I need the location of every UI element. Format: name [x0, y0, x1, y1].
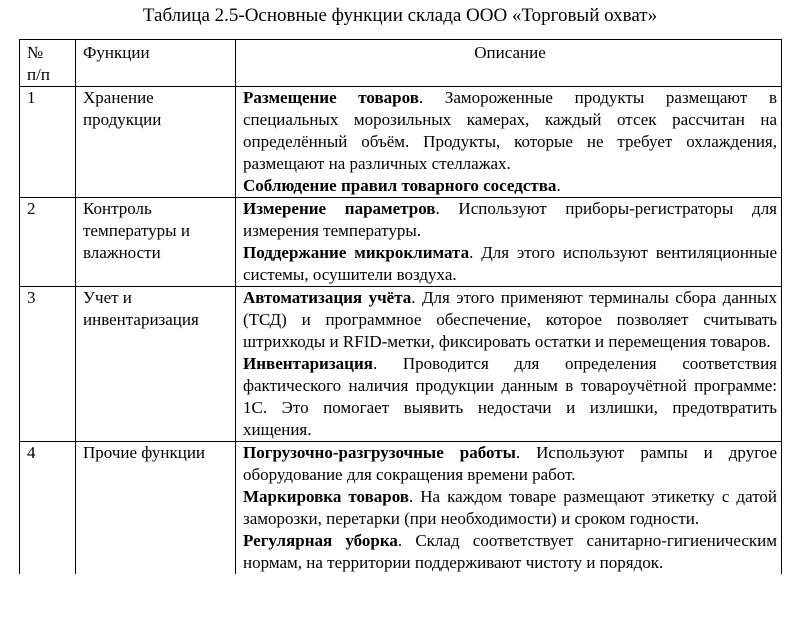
- description-paragraph: [243, 530, 777, 574]
- header-function: Функции: [76, 40, 236, 87]
- row-description: [236, 87, 782, 198]
- paragraph-text: . На каждом товаре размещают этикетку с датой заморозки, перетарки (при необходимости) и сроком годности.: [243, 487, 777, 528]
- row-function: Прочие функции: [76, 442, 236, 575]
- table-row: [20, 87, 782, 198]
- description-paragraph: [243, 242, 777, 286]
- paragraph-heading: Автоматизация учёта: [243, 288, 412, 307]
- row-description: [236, 442, 782, 575]
- paragraph-heading: Размещение товаров: [243, 88, 419, 107]
- paragraph-heading: Погрузочно-разгрузочные работы: [243, 443, 516, 462]
- row-description: [236, 198, 782, 287]
- description-paragraph: [243, 87, 777, 175]
- row-function: Контроль температуры и влажности: [76, 198, 236, 287]
- paragraph-heading: Маркировка товаров: [243, 487, 409, 506]
- table-caption: Таблица 2.5-Основные функции склада ООО «Торговый охват»: [142, 5, 658, 26]
- row-description: [236, 287, 782, 442]
- header-number: [20, 40, 76, 87]
- paragraph-text: . Для этого используют вентиляционные системы, осушители воздуха.: [243, 243, 777, 284]
- paragraph-text: . Замороженные продукты размещают в специальных морозильных камерах, каждый отсек рассчитан на определённый объём. Продукты, которые не требует охлаждения, размещают на различных стеллажах.: [243, 88, 777, 173]
- table-row: [20, 287, 782, 442]
- row-function: Хранение продукции: [76, 87, 236, 198]
- paragraph-text: . Проводится для определения соответствия фактического наличия продукции данным в товароучётной программе: 1С. Это помогает выявить недостачи и излишки, предотвратить хищения.: [243, 354, 777, 439]
- paragraph-text: . Используют приборы-регистраторы для измерения температуры.: [243, 199, 778, 240]
- description-paragraph: [243, 175, 777, 197]
- row-number: 2: [20, 198, 76, 287]
- paragraph-text: . Склад соответствует санитарно-гигиеническим нормам, на территории поддерживают чистоту и порядок.: [243, 531, 777, 572]
- table-row: [20, 442, 782, 575]
- paragraph-text: .: [556, 176, 561, 195]
- paragraph-heading: Измерение параметров: [243, 199, 436, 218]
- paragraph-heading: Регулярная уборка: [243, 531, 398, 550]
- description-paragraph: [243, 442, 777, 486]
- table-row: [20, 198, 782, 287]
- description-paragraph: [243, 198, 777, 242]
- description-paragraph: [243, 486, 777, 530]
- paragraph-text: . Используют рампы и другое оборудование для сокращения времени работ.: [243, 443, 777, 484]
- row-number: 3: [20, 287, 76, 442]
- header-number-line2: п/п: [27, 65, 50, 84]
- paragraph-heading: Поддержание микроклимата: [243, 243, 470, 262]
- header-description: Описание: [236, 40, 782, 87]
- row-number: 4: [20, 442, 76, 575]
- row-number: 1: [20, 87, 76, 198]
- paragraph-heading: Соблюдение правил товарного соседства: [243, 176, 557, 195]
- header-row: [20, 40, 782, 87]
- warehouse-functions-table: [19, 39, 782, 574]
- row-function: Учет и инвентаризация: [76, 287, 236, 442]
- paragraph-text: . Для этого применяют терминалы сбора данных (ТСД) и программное обеспечение, которое позволяет считывать штрихкоды и RFID-метки, фиксировать остатки и перемещения товаров.: [243, 288, 777, 351]
- description-paragraph: [243, 287, 777, 353]
- description-paragraph: [243, 353, 777, 441]
- header-number-line1: №: [27, 43, 44, 62]
- paragraph-heading: Инвентаризация: [243, 354, 373, 373]
